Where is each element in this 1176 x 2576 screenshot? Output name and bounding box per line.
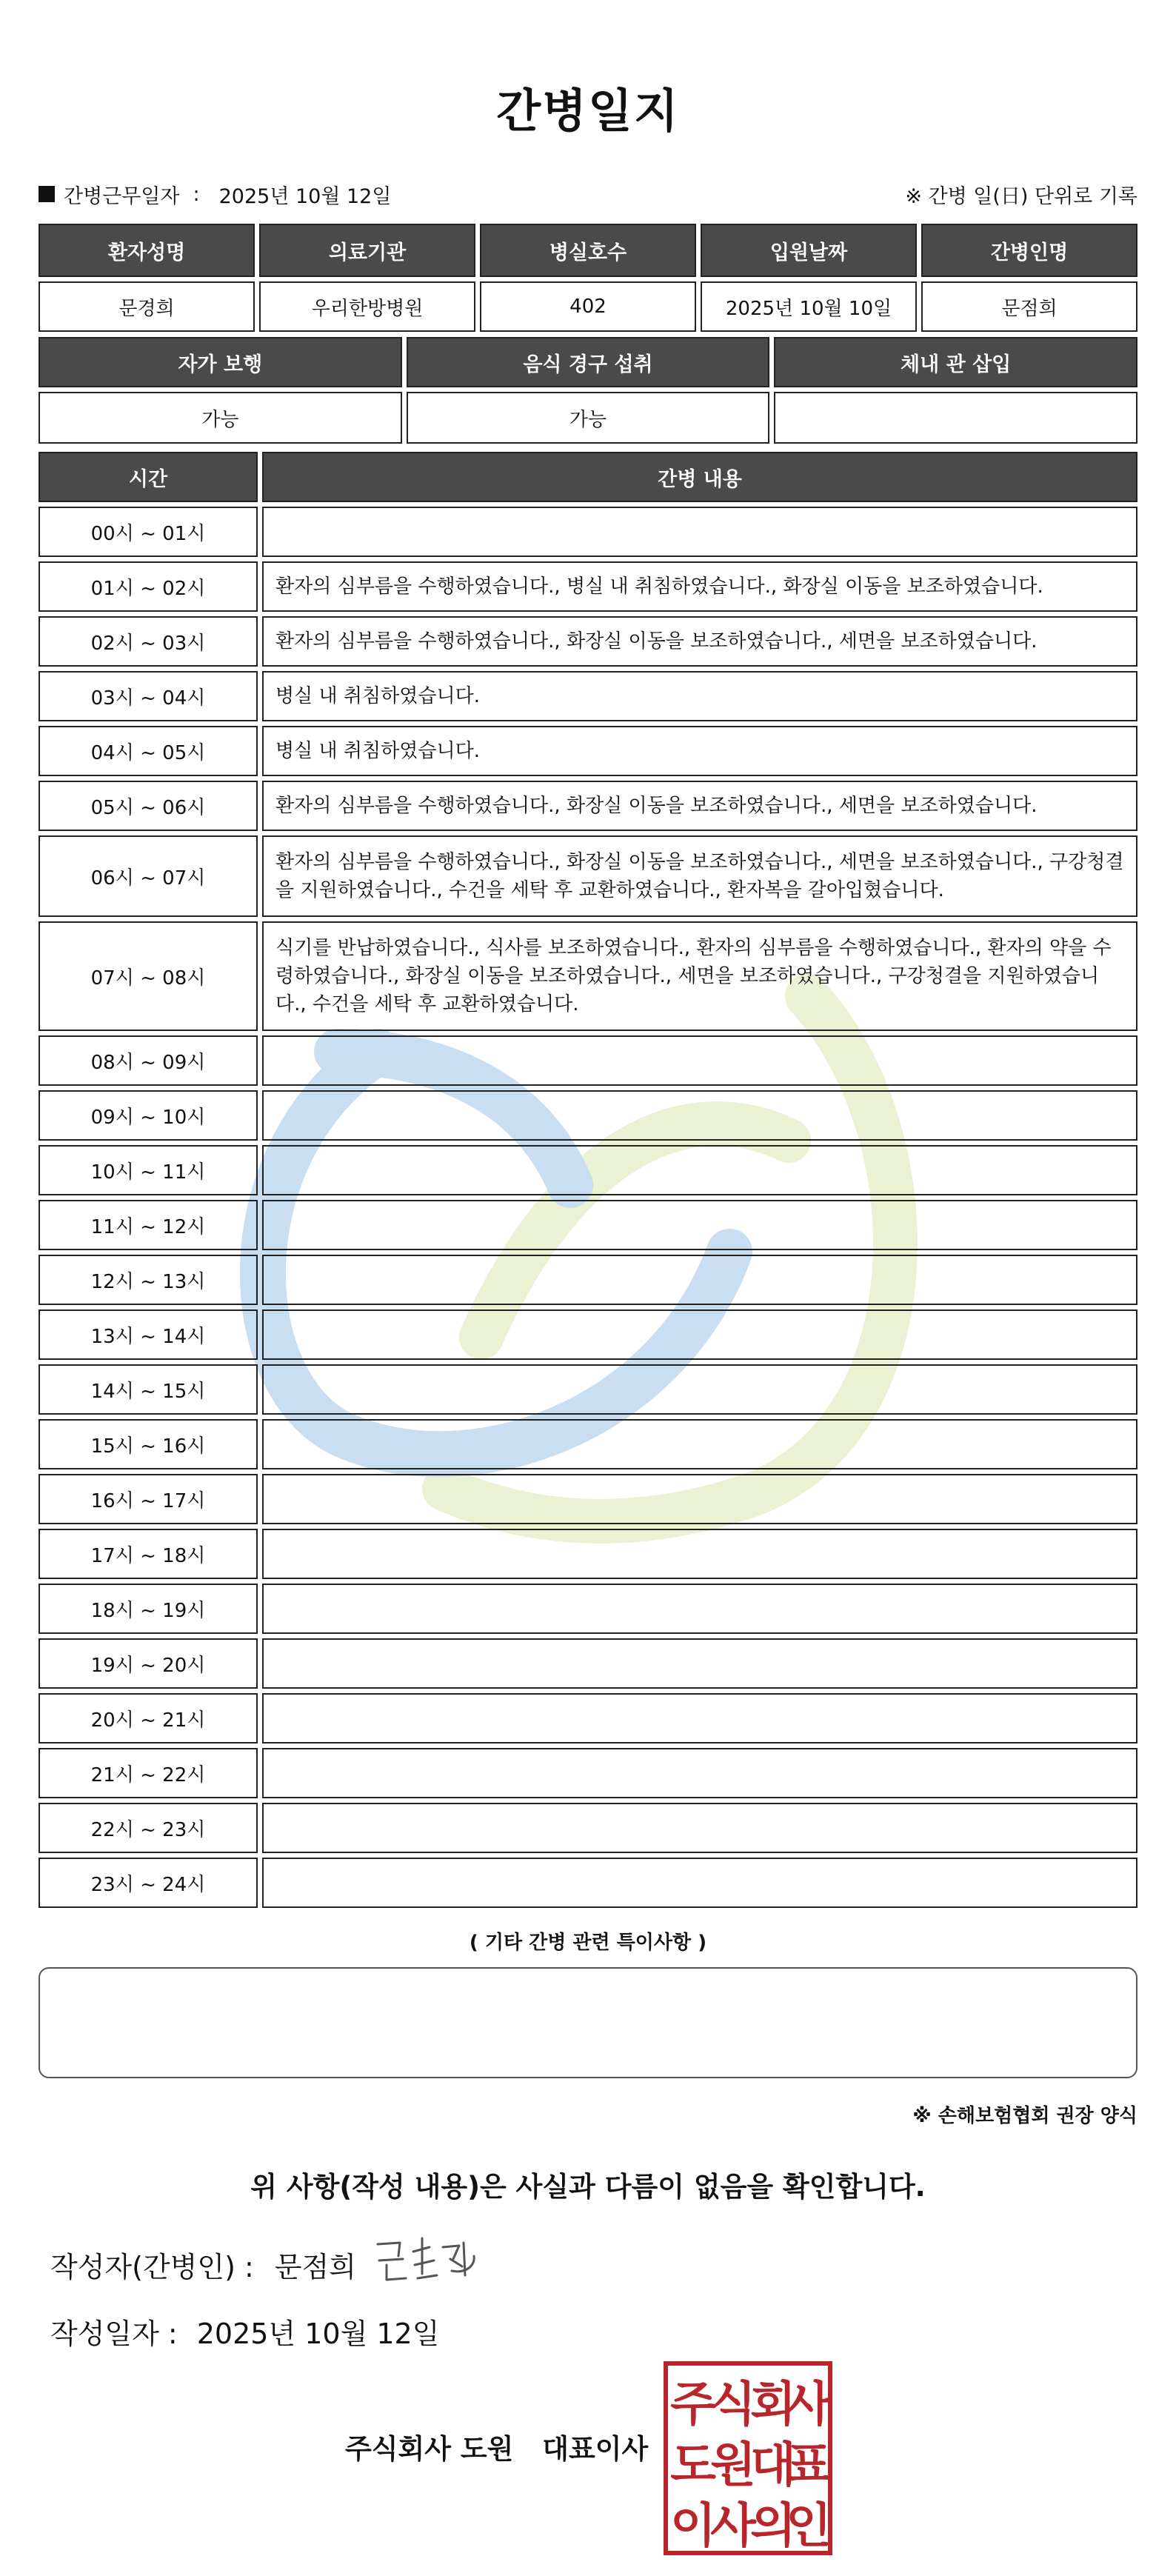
table-row [39,1364,1137,1415]
table-row [39,726,1137,776]
table-row [39,507,1137,557]
time-slot: 00시 ~ 01시 [39,507,258,557]
work-date-value: 2025년 10월 12일 [218,184,392,208]
care-content: 환자의 심부름을 수행하였습니다., 화장실 이동을 보조하였습니다., 세면을 보조하였습니다. [262,781,1137,831]
care-log-header-row [39,452,1137,502]
care-content: 환자의 심부름을 수행하였습니다., 화장실 이동을 보조하였습니다., 세면을 보조하였습니다., 구강청결을 지원하였습니다., 수건을 세탁 후 교환하였습니다., 환자복을 갈아입혔습니다. [262,835,1137,917]
table-row [39,835,1137,917]
patient-name: 문경희 [39,281,255,332]
notes-box [39,1967,1137,2078]
write-date-value: 2025년 10월 12일 [196,2318,440,2350]
table-row [39,1090,1137,1141]
table-row [39,1474,1137,1524]
time-slot: 07시 ~ 08시 [39,921,258,1031]
time-slot: 16시 ~ 17시 [39,1474,258,1524]
time-slot: 01시 ~ 02시 [39,561,258,612]
svg-text:의: 의 [750,2499,796,2554]
writer-name: 문점희 [274,2251,356,2283]
room-number: 402 [480,281,696,332]
care-content [262,1255,1137,1305]
care-content [262,1803,1137,1853]
time-slot: 14시 ~ 15시 [39,1364,258,1415]
work-date-colon: : [193,182,200,206]
time-slot: 05시 ~ 06시 [39,781,258,831]
svg-text:회: 회 [750,2378,796,2432]
time-slot: 09시 ~ 10시 [39,1090,258,1141]
company-name: 주식회사 도원 [345,2433,514,2465]
table-row [39,921,1137,1031]
header-self-walking: 자가 보행 [39,337,402,387]
company-seal-icon [664,2361,832,2555]
time-slot: 02시 ~ 03시 [39,616,258,667]
time-slot: 20시 ~ 21시 [39,1693,258,1744]
svg-text:주: 주 [670,2378,716,2432]
svg-text:사: 사 [786,2378,832,2432]
company-signoff [345,2426,648,2466]
header-time: 시간 [39,452,258,502]
care-status-value-row [39,392,1137,444]
svg-text:대: 대 [750,2438,796,2493]
table-row [39,1255,1137,1305]
care-content: 환자의 심부름을 수행하였습니다., 병실 내 취침하였습니다., 화장실 이동을 보조하였습니다. [262,561,1137,612]
table-row [39,1693,1137,1744]
work-date-row [39,178,1137,210]
confirmation-statement: 위 사항(작성 내용)은 사실과 다름이 없음을 확인합니다. [250,2171,926,2203]
care-content [262,507,1137,557]
self-walking-value: 가능 [39,392,402,444]
writer-label: 작성자(간병인) : [50,2251,254,2283]
time-slot: 12시 ~ 13시 [39,1255,258,1305]
hospital-name: 우리한방병원 [259,281,475,332]
header-admission-date: 입원날짜 [701,224,917,277]
table-row [39,1529,1137,1579]
table-row [39,1200,1137,1250]
bullet-square-icon [39,186,55,202]
notes-title: ( 기타 간병 관련 특이사항 ) [469,1932,707,1954]
header-care-content: 간병 내용 [262,452,1137,502]
header-oral-intake: 음식 경구 섭취 [407,337,770,387]
time-slot: 04시 ~ 05시 [39,726,258,776]
svg-text:식: 식 [710,2378,756,2432]
table-row [39,1309,1137,1360]
table-row [39,616,1137,667]
time-slot: 15시 ~ 16시 [39,1419,258,1469]
table-row [39,671,1137,721]
time-slot: 18시 ~ 19시 [39,1584,258,1634]
signature-icon [370,2222,481,2292]
tube-insertion-value [774,392,1137,444]
care-content [262,1584,1137,1634]
care-status-table [34,333,1142,448]
time-slot: 22시 ~ 23시 [39,1803,258,1853]
header-tube-insertion: 체내 관 삽입 [774,337,1137,387]
header-patient-name: 환자성명 [39,224,255,277]
table-row [39,561,1137,612]
svg-text:인: 인 [786,2499,832,2554]
time-slot: 06시 ~ 07시 [39,835,258,917]
time-slot: 08시 ~ 09시 [39,1035,258,1086]
care-content [262,1638,1137,1689]
care-content: 식기를 반납하였습니다., 식사를 보조하였습니다., 환자의 심부름을 수행하였습니다., 환자의 약을 수령하였습니다., 화장실 이동을 보조하였습니다., 세면을 보조하였습니다., 구강청결을 지원하였습니다., 수건을 세탁 후 교환하였습니다. [262,921,1137,1031]
svg-text:이: 이 [670,2499,716,2554]
table-row [39,1419,1137,1469]
table-row [39,1638,1137,1689]
table-row [39,1035,1137,1086]
document-title: 간병일지 [496,84,680,138]
care-content: 병실 내 취침하였습니다. [262,671,1137,721]
care-content [262,1748,1137,1798]
work-date-label: 간병근무일자 [64,184,180,208]
care-content [262,1693,1137,1744]
time-slot: 03시 ~ 04시 [39,671,258,721]
care-content [262,1035,1137,1086]
recommendation-note: ※ 손해보험협회 권장 양식 [912,2105,1137,2127]
table-row [39,1145,1137,1195]
care-content [262,1090,1137,1141]
patient-info-header-row [39,224,1137,277]
header-room-number: 병실호수 [480,224,696,277]
time-slot: 13시 ~ 14시 [39,1309,258,1360]
svg-text:사: 사 [710,2499,756,2554]
svg-text:원: 원 [710,2438,756,2493]
write-date-label: 작성일자 : [50,2318,178,2350]
patient-info-value-row [39,281,1137,332]
write-date-row [50,2311,439,2352]
care-content [262,1858,1137,1908]
table-row [39,1748,1137,1798]
care-content [262,1419,1137,1469]
header-hospital: 의료기관 [259,224,475,277]
svg-text:도: 도 [670,2438,716,2493]
time-slot: 23시 ~ 24시 [39,1858,258,1908]
care-content [262,1474,1137,1524]
time-slot: 11시 ~ 12시 [39,1200,258,1250]
record-note: ※ 간병 일(日) 단위로 기록 [905,184,1137,208]
table-row [39,1858,1137,1908]
svg-text:표: 표 [786,2438,832,2493]
care-content [262,1364,1137,1415]
time-slot: 10시 ~ 11시 [39,1145,258,1195]
time-slot: 21시 ~ 22시 [39,1748,258,1798]
caregiver-name: 문점희 [921,281,1137,332]
time-slot: 19시 ~ 20시 [39,1638,258,1689]
patient-info-table [34,219,1142,336]
care-content [262,1200,1137,1250]
table-row [39,781,1137,831]
table-row [39,1803,1137,1853]
care-status-header-row [39,337,1137,387]
ceo-title: 대표이사 [542,2433,649,2465]
care-log-table [34,447,1142,1912]
time-slot: 17시 ~ 18시 [39,1529,258,1579]
care-content: 병실 내 취침하였습니다. [262,726,1137,776]
care-content [262,1145,1137,1195]
table-row [39,1584,1137,1634]
writer-row [50,2244,356,2285]
admission-date: 2025년 10월 10일 [701,281,917,332]
care-content: 환자의 심부름을 수행하였습니다., 화장실 이동을 보조하였습니다., 세면을 보조하였습니다. [262,616,1137,667]
care-content [262,1529,1137,1579]
oral-intake-value: 가능 [407,392,770,444]
header-caregiver-name: 간병인명 [921,224,1137,277]
care-content [262,1309,1137,1360]
